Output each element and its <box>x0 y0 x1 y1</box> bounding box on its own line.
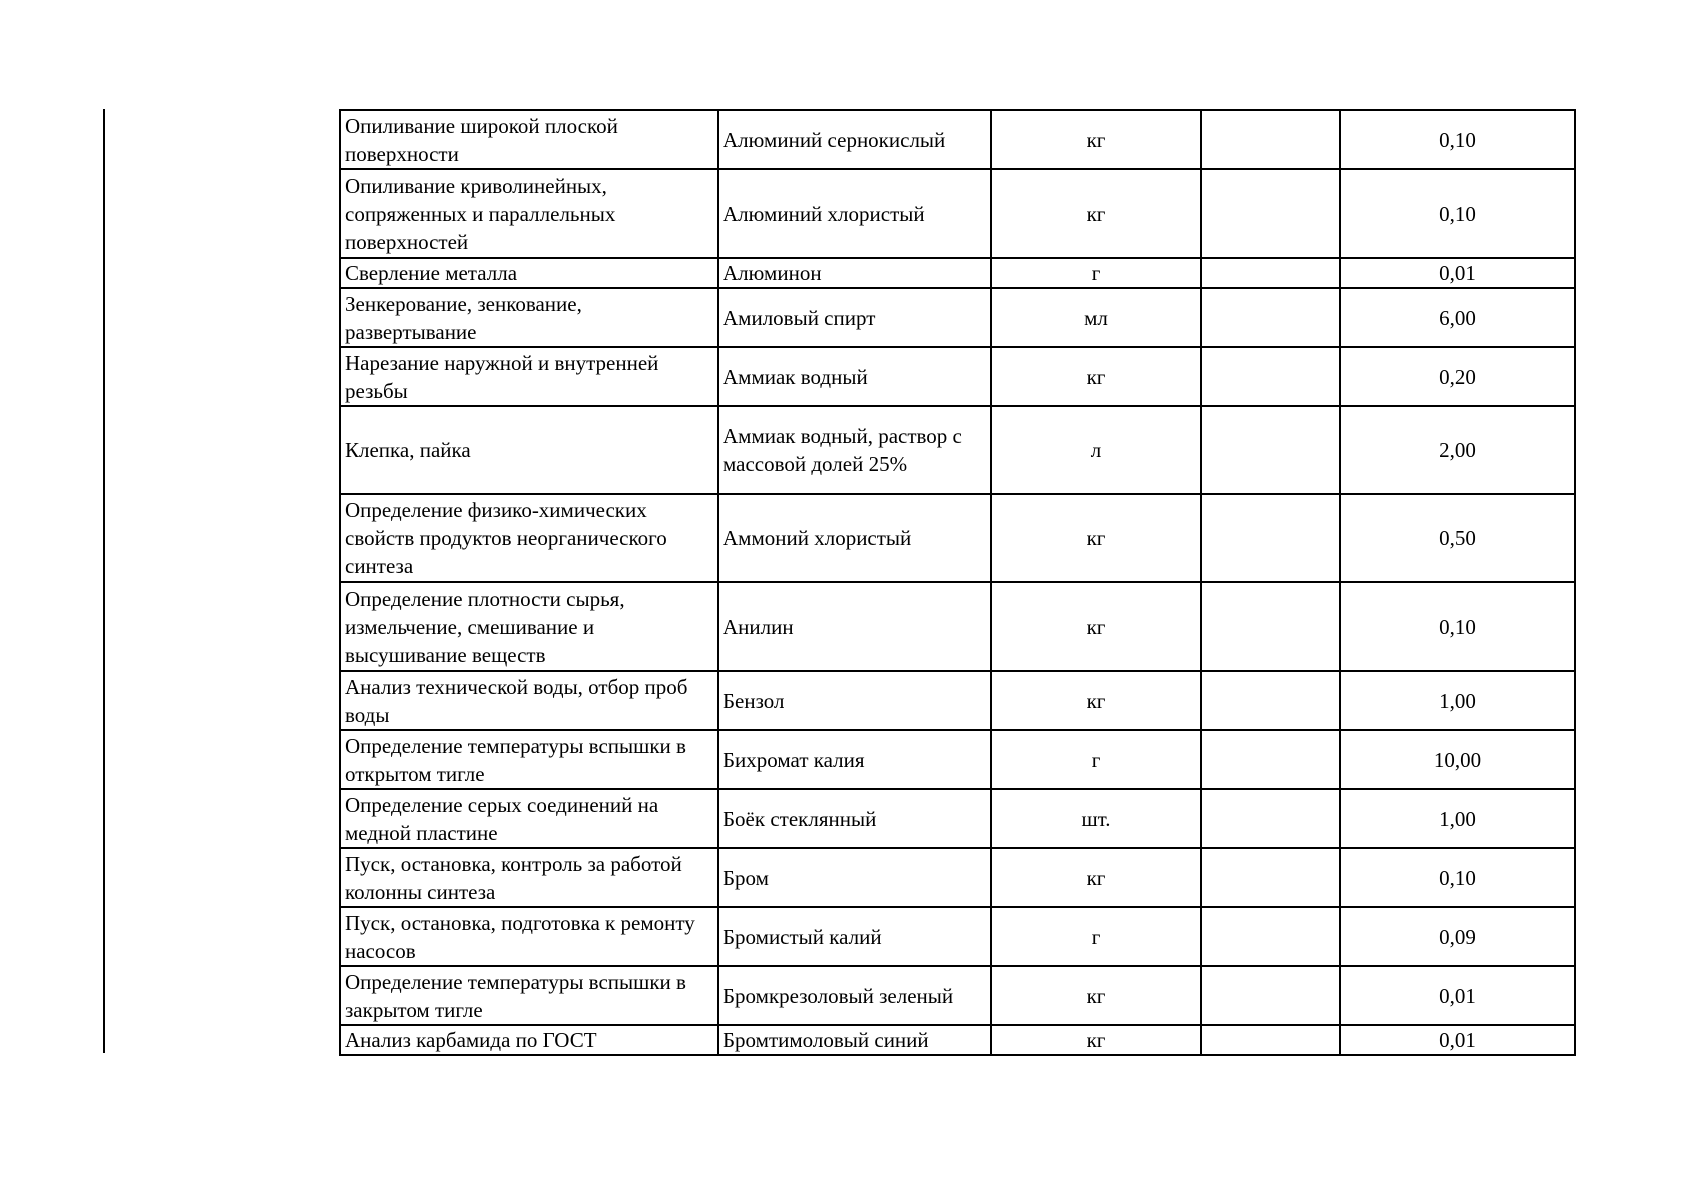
material-cell: Аммоний хлористый <box>718 494 991 582</box>
materials-table <box>339 109 1576 1056</box>
table-row <box>340 730 1575 789</box>
unit-cell: кг <box>991 1025 1201 1055</box>
quantity-cell: 0,20 <box>1340 347 1575 406</box>
quantity-cell: 10,00 <box>1340 730 1575 789</box>
material-cell: Бромистый калий <box>718 907 991 966</box>
unit-cell: кг <box>991 848 1201 907</box>
empty-cell <box>1201 1025 1340 1055</box>
table-row <box>340 494 1575 582</box>
empty-cell <box>1201 406 1340 494</box>
quantity-cell: 0,01 <box>1340 966 1575 1025</box>
empty-cell <box>1201 347 1340 406</box>
empty-cell <box>1201 582 1340 671</box>
operation-cell: Анализ карбамида по ГОСТ <box>340 1025 718 1055</box>
empty-cell <box>1201 966 1340 1025</box>
material-cell: Аммиак водный <box>718 347 991 406</box>
quantity-cell: 0,10 <box>1340 582 1575 671</box>
empty-cell <box>1201 907 1340 966</box>
unit-cell: кг <box>991 966 1201 1025</box>
unit-cell: кг <box>991 110 1201 169</box>
empty-cell <box>1201 288 1340 347</box>
operation-cell: Пуск, остановка, контроль за работой колонны синтеза <box>340 848 718 907</box>
quantity-cell: 2,00 <box>1340 406 1575 494</box>
quantity-cell: 6,00 <box>1340 288 1575 347</box>
empty-cell <box>1201 110 1340 169</box>
material-cell: Бромтимоловый синий <box>718 1025 991 1055</box>
table-row <box>340 907 1575 966</box>
unit-cell: г <box>991 730 1201 789</box>
material-cell: Бензол <box>718 671 991 730</box>
unit-cell: г <box>991 907 1201 966</box>
operation-cell: Определение температуры вспышки в закрытом тигле <box>340 966 718 1025</box>
table-row <box>340 347 1575 406</box>
empty-cell <box>1201 169 1340 258</box>
quantity-cell: 0,01 <box>1340 258 1575 288</box>
table-row <box>340 671 1575 730</box>
unit-cell: кг <box>991 347 1201 406</box>
material-cell: Амиловый спирт <box>718 288 991 347</box>
quantity-cell: 0,10 <box>1340 169 1575 258</box>
unit-cell: мл <box>991 288 1201 347</box>
operation-cell: Нарезание наружной и внутренней резьбы <box>340 347 718 406</box>
table-row <box>340 258 1575 288</box>
table-row <box>340 966 1575 1025</box>
empty-cell <box>1201 258 1340 288</box>
unit-cell: г <box>991 258 1201 288</box>
quantity-cell: 0,10 <box>1340 848 1575 907</box>
quantity-cell: 0,50 <box>1340 494 1575 582</box>
table-row <box>340 406 1575 494</box>
table-row <box>340 110 1575 169</box>
unit-cell: кг <box>991 582 1201 671</box>
material-cell: Алюминий хлористый <box>718 169 991 258</box>
empty-cell <box>1201 848 1340 907</box>
material-cell: Алюминий сернокислый <box>718 110 991 169</box>
unit-cell: кг <box>991 169 1201 258</box>
table-row <box>340 582 1575 671</box>
material-cell: Бромкрезоловый зеленый <box>718 966 991 1025</box>
quantity-cell: 1,00 <box>1340 671 1575 730</box>
quantity-cell: 0,09 <box>1340 907 1575 966</box>
table-row <box>340 288 1575 347</box>
operation-cell: Определение серых соединений на медной пластине <box>340 789 718 848</box>
material-cell: Бихромат калия <box>718 730 991 789</box>
operation-cell: Опиливание криволинейных, сопряженных и параллельных поверхностей <box>340 169 718 258</box>
table-row <box>340 1025 1575 1055</box>
quantity-cell: 1,00 <box>1340 789 1575 848</box>
empty-cell <box>1201 494 1340 582</box>
table-row <box>340 848 1575 907</box>
operation-cell: Пуск, остановка, подготовка к ремонту насосов <box>340 907 718 966</box>
operation-cell: Опиливание широкой плоской поверхности <box>340 110 718 169</box>
material-cell: Боёк стеклянный <box>718 789 991 848</box>
material-cell: Анилин <box>718 582 991 671</box>
unit-cell: кг <box>991 671 1201 730</box>
table-row <box>340 789 1575 848</box>
unit-cell: шт. <box>991 789 1201 848</box>
empty-cell <box>1201 730 1340 789</box>
unit-cell: л <box>991 406 1201 494</box>
material-cell: Алюминон <box>718 258 991 288</box>
unit-cell: кг <box>991 494 1201 582</box>
operation-cell: Определение температуры вспышки в открытом тигле <box>340 730 718 789</box>
page-margin-line <box>103 109 105 1053</box>
operation-cell: Определение физико-химических свойств продуктов неорганического синтеза <box>340 494 718 582</box>
operation-cell: Зенкерование, зенкование, развертывание <box>340 288 718 347</box>
operation-cell: Анализ технической воды, отбор проб воды <box>340 671 718 730</box>
operation-cell: Определение плотности сырья, измельчение, смешивание и высушивание веществ <box>340 582 718 671</box>
material-cell: Бром <box>718 848 991 907</box>
quantity-cell: 0,10 <box>1340 110 1575 169</box>
empty-cell <box>1201 789 1340 848</box>
quantity-cell: 0,01 <box>1340 1025 1575 1055</box>
material-cell: Аммиак водный, раствор с массовой долей 25% <box>718 406 991 494</box>
table-row <box>340 169 1575 258</box>
operation-cell: Сверление металла <box>340 258 718 288</box>
materials-table-body <box>340 110 1575 1055</box>
operation-cell: Клепка, пайка <box>340 406 718 494</box>
empty-cell <box>1201 671 1340 730</box>
